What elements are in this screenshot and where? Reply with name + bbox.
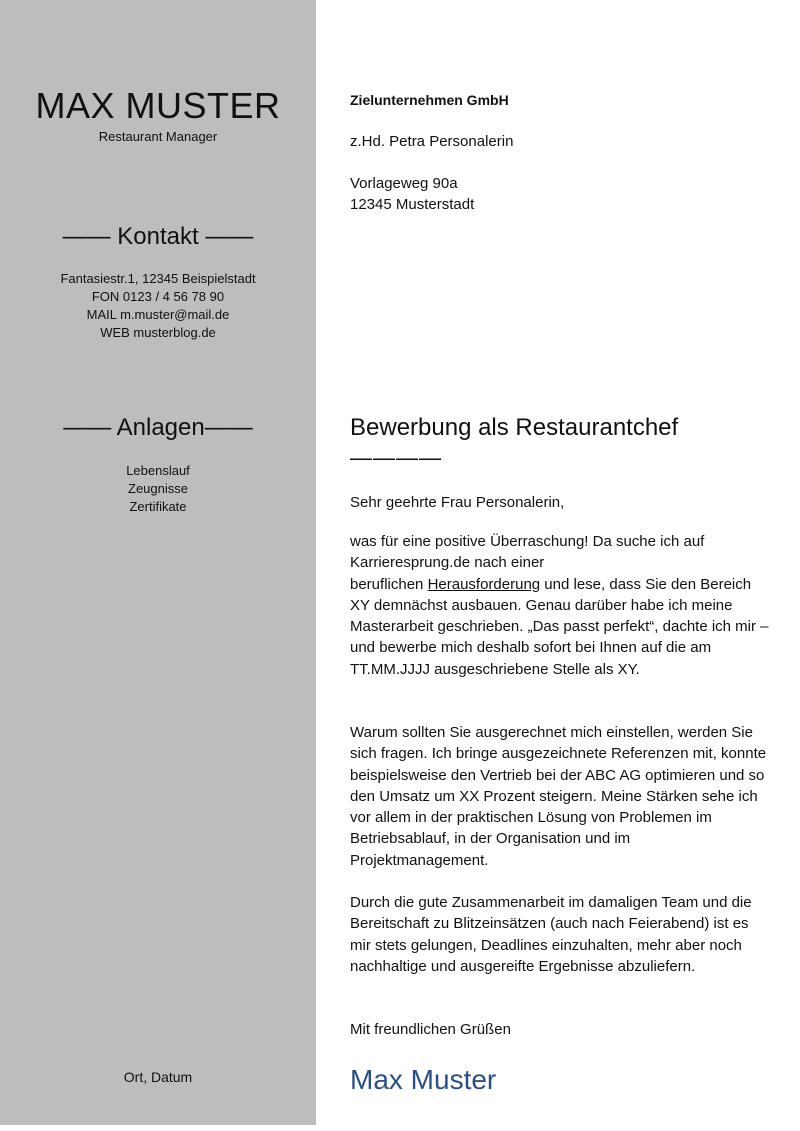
recipient-street: Vorlageweg 90a [350,175,458,192]
signature: Max Muster [350,1064,497,1095]
recipient-company: Zielunternehmen GmbH [350,92,509,108]
paragraph-1-line-1: was für eine positive Überraschung! Da suche ich auf Karrieresprung.de nach einer [350,533,705,572]
paragraph-1-text: und lese, dass Sie den Bereich XY demnächst ausbauen. Genau darüber habe ich meine Masterarbeit geschrieben. „Das passt perfekt“, dachte ich mir – und bewerbe mich deshalb sofort bei Ihnen auf die am TT.MM.JJJJ ausgeschriebene Stelle als XY. [350,575,769,678]
contact-phone: FON 0123 / 4 56 78 90 [91,289,225,304]
contact-heading: —— Kontakt —— [62,223,254,250]
recipient-city: 12345 Musterstadt [350,196,475,213]
subject-rule: ———— [350,445,442,470]
letter-subject: Bewerbung als Restaurantchef [350,414,679,441]
recipient-address [350,173,770,215]
paragraph-1 [350,531,770,680]
attachments-list [0,462,316,516]
herausforderung-link[interactable]: Herausforderung [427,575,541,593]
closing: Mit freundlichen Grüßen [350,1021,511,1038]
paragraph-3: Durch die gute Zusammenarbeit im damaligen Team und die Bereitschaft zu Blitzeinsätzen (auch nach Feierabend) ist es mir stets gelungen, Deadlines einzuhalten, mehr aber noch nachhaltige und ausgereifte Ergebnisse abzuliefern. [350,894,752,975]
attachments-heading: —— Anlagen—— [63,414,253,441]
salutation: Sehr geehrte Frau Personalerin, [350,494,565,511]
recipient-attention: z.Hd. Petra Personalerin [350,133,514,150]
contact-address: Fantasiestr.1, 12345 Beispielstadt [60,271,256,286]
applicant-name: MAX MUSTER [35,85,281,126]
attachment-item: Zeugnisse [128,481,188,496]
contact-email: MAIL m.muster@mail.de [86,307,230,322]
attachment-item: Zertifikate [129,499,187,514]
attachment-item: Lebenslauf [126,463,190,478]
contact-web: WEB musterblog.de [100,325,216,340]
sidebar-panel [0,0,316,1125]
applicant-role: Restaurant Manager [98,129,218,144]
place-date: Ort, Datum [123,1069,193,1085]
paragraph-2: Warum sollten Sie ausgerechnet mich einstellen, werden Sie sich fragen. Ich bringe ausgezeichnete Referenzen mit, konnte beispielsweise den Vertrieb bei der ABC AG optimieren und so den Umsatz um XX Prozent steigern. Meine Stärken sehe ich vor allem in der praktischen Lösung von Problemen im Betriebsablauf, in der Organisation und im Projektmanagement. [350,724,767,869]
contact-block [0,270,316,342]
paragraph-1-text: beruflichen [350,575,428,593]
